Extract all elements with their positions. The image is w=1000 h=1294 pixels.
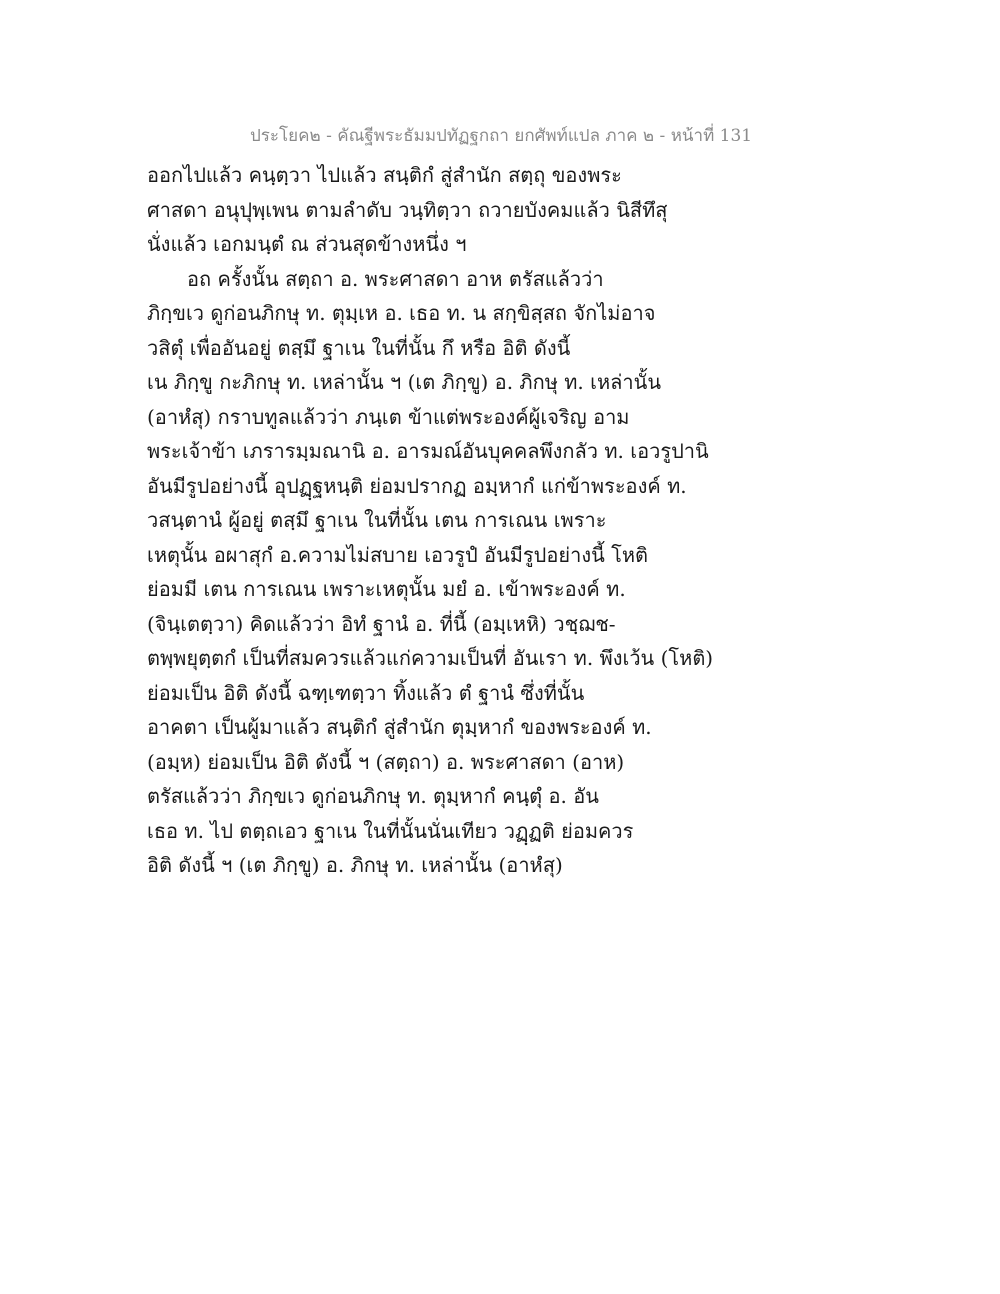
running-header: ประโยค๒ - คัณฐีพระธัมมปทัฏฐกถา ยกศัพท์แปล ภาค ๒ - หน้าที่ 131 bbox=[250, 126, 753, 146]
text-line: (อาหํสุ) กราบทูลแล้วว่า ภนฺเต ข้าแต่พระองค์ผู้เจริญ อาม bbox=[147, 404, 630, 429]
text-line: พระเจ้าข้า เภรารมฺมณานิ อ. อารมณ์อันบุคคลพึงกลัว ท. เอวรูปานิ bbox=[147, 439, 709, 463]
text-line: อิติ ดังนี้ ฯ (เต ภิกฺขู) อ. ภิกษุ ท. เหล่านั้น (อาหํสุ) bbox=[147, 853, 563, 877]
text-line: ออกไปแล้ว คนฺตฺวา ไปแล้ว สนฺติกํ สู่สำนัก สตฺถุ ของพระ bbox=[147, 163, 622, 187]
text-line: (อมฺห) ย่อมเป็น อิติ ดังนี้ ฯ (สตฺถา) อ. พระศาสดา (อาห) bbox=[147, 749, 625, 774]
text-line: ตรัสแล้วว่า ภิกฺขเว ดูก่อนภิกษุ ท. ตุมฺหากํ คนฺตุํ อ. อัน bbox=[147, 784, 599, 808]
text-line: ภิกฺขเว ดูก่อนภิกษุ ท. ตุมฺเห อ. เธอ ท. น สกฺขิสฺสถ จักไม่อาจ bbox=[147, 301, 656, 325]
text-line: นั่งแล้ว เอกมนฺตํ ณ ส่วนสุดข้างหนึ่ง ฯ bbox=[147, 232, 467, 256]
text-line: เหตุนั้น อผาสุกํ อ.ความไม่สบาย เอวรูปํ อันมีรูปอย่างนี้ โหติ bbox=[147, 542, 649, 567]
text-line: ศาสดา อนุปุพฺเพน ตามลำดับ วนฺทิตฺวา ถวายบังคมแล้ว นิสีทึสุ bbox=[147, 197, 668, 222]
text-line-paragraph-start: อถ ครั้งนั้น สตฺถา อ. พระศาสดา อาห ตรัสแล้วว่า bbox=[187, 266, 604, 291]
text-line: วสนฺตานํ ผู้อยู่ ตสฺมึ ฐาเน ในที่นั้น เตน การเณน เพราะ bbox=[147, 508, 607, 532]
text-line: เธอ ท. ไป ตตฺถเอว ฐาเน ในที่นั้นนั่นเทียว วฏฺฏติ ย่อมควร bbox=[147, 818, 634, 843]
text-line: ตพฺพยุตฺตกํ เป็นที่สมควรแล้วแก่ความเป็นที่ อันเรา ท. พึงเว้น (โหติ) bbox=[147, 646, 714, 670]
text-line: เน ภิกฺขู กะภิกษุ ท. เหล่านั้น ฯ (เต ภิกฺขู) อ. ภิกษุ ท. เหล่านั้น bbox=[147, 370, 661, 394]
text-line: อันมีรูปอย่างนี้ อุปฏฺฐหนฺติ ย่อมปรากฏ อมฺหากํ แก่ข้าพระองค์ ท. bbox=[147, 473, 687, 498]
text-line: (จินฺเตตฺวา) คิดแล้วว่า อิทํ ฐานํ อ. ที่นี้ (อมฺเหหิ) วชฺฌช- bbox=[147, 611, 616, 636]
text-line: ย่อมมี เตน การเณน เพราะเหตุนั้น มยํ อ. เข้าพระองค์ ท. bbox=[147, 577, 626, 601]
text-line: วสิตุํ เพื่ออันอยู่ ตสฺมึ ฐาเน ในที่นั้น กึ หรือ อิติ ดังนี้ bbox=[147, 335, 571, 360]
body-text bbox=[147, 158, 727, 883]
text-line: ย่อมเป็น อิติ ดังนี้ ฉฑฺเฑตฺวา ทิ้งแล้ว ตํ ฐานํ ซึ่งที่นั้น bbox=[147, 680, 585, 705]
text-line: อาคตา เป็นผู้มาแล้ว สนฺติกํ สู่สำนัก ตุมฺหากํ ของพระองค์ ท. bbox=[147, 715, 652, 739]
